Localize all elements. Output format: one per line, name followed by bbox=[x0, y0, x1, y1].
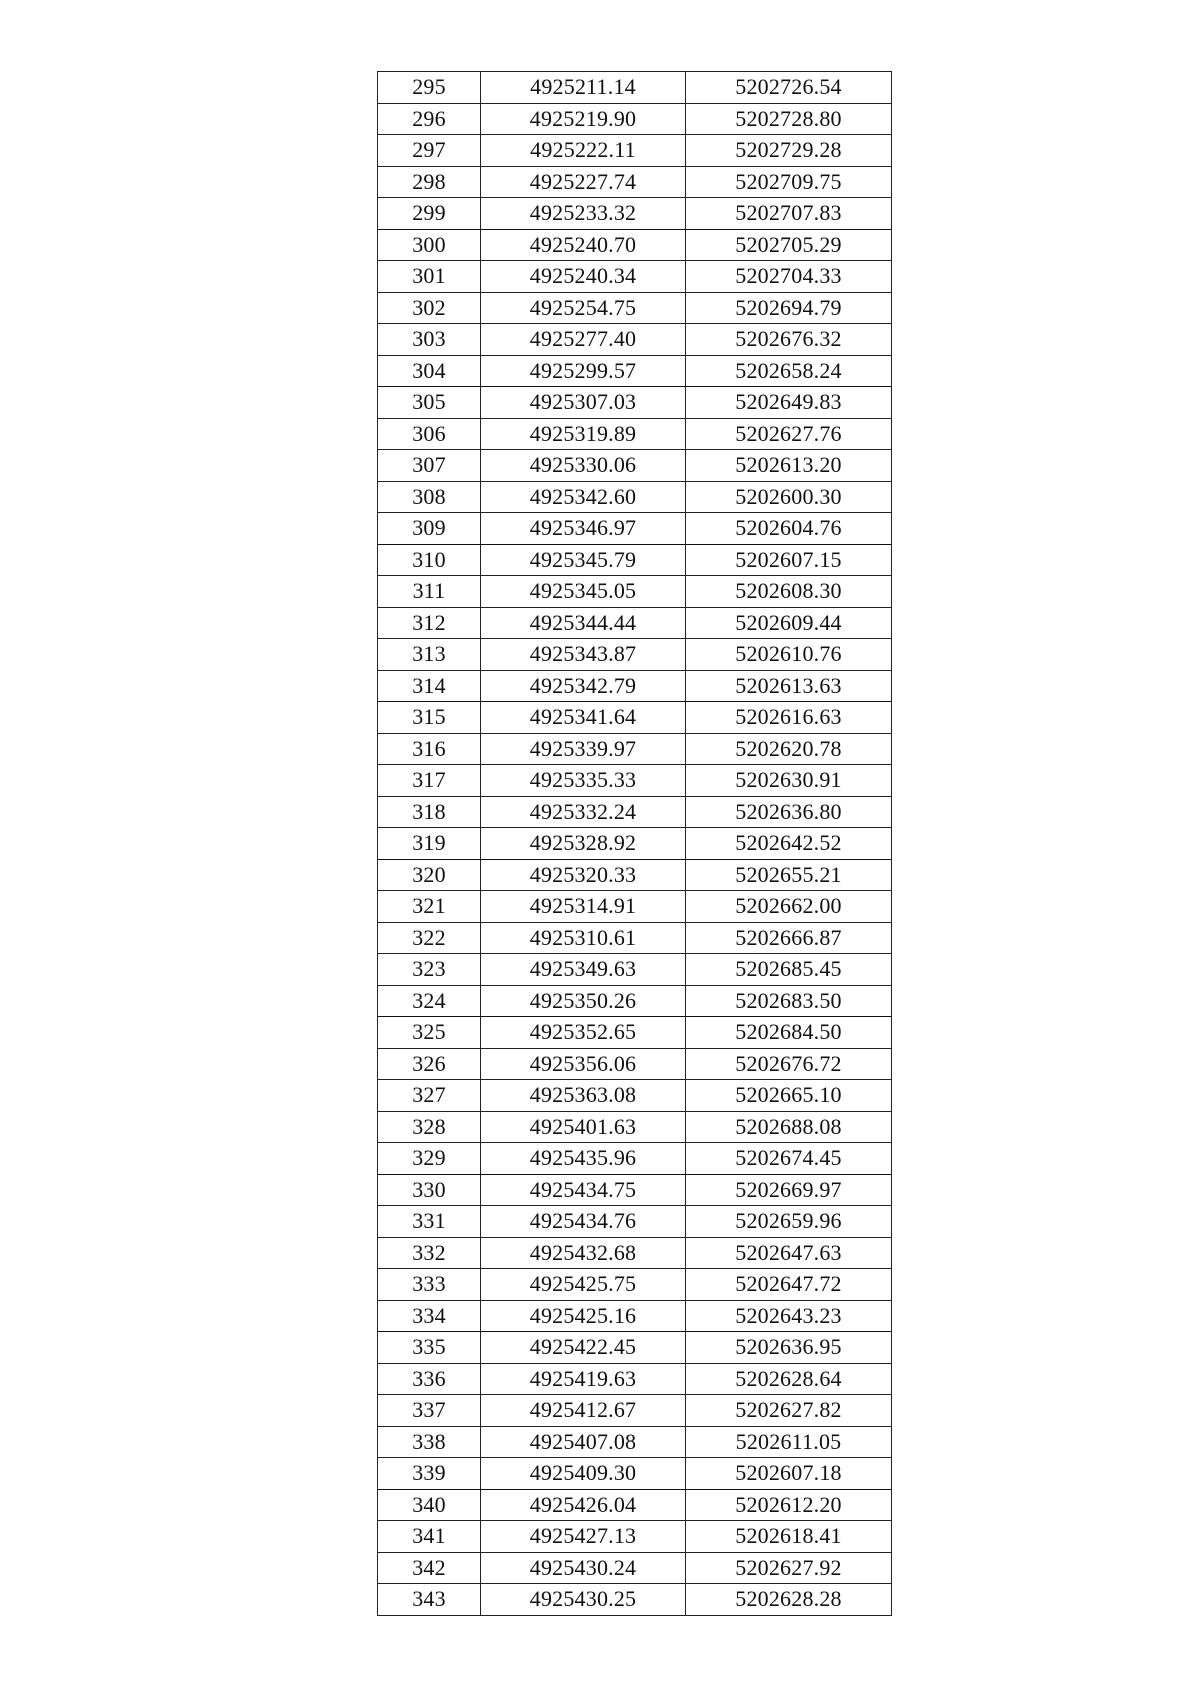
y-coordinate-cell: 5202685.45 bbox=[686, 954, 892, 986]
y-coordinate-cell: 5202636.80 bbox=[686, 796, 892, 828]
x-coordinate-cell: 4925432.68 bbox=[481, 1237, 686, 1269]
table-row bbox=[378, 229, 892, 261]
table-row bbox=[378, 796, 892, 828]
table-row bbox=[378, 891, 892, 923]
y-coordinate-cell: 5202611.05 bbox=[686, 1426, 892, 1458]
point-number-cell: 296 bbox=[378, 103, 481, 135]
point-number-cell: 300 bbox=[378, 229, 481, 261]
point-number-cell: 313 bbox=[378, 639, 481, 671]
point-number-cell: 298 bbox=[378, 166, 481, 198]
point-number-cell: 301 bbox=[378, 261, 481, 293]
table-row bbox=[378, 1143, 892, 1175]
table-row bbox=[378, 1237, 892, 1269]
x-coordinate-cell: 4925434.75 bbox=[481, 1174, 686, 1206]
point-number-cell: 305 bbox=[378, 387, 481, 419]
table-row bbox=[378, 954, 892, 986]
x-coordinate-cell: 4925299.57 bbox=[481, 355, 686, 387]
x-coordinate-cell: 4925412.67 bbox=[481, 1395, 686, 1427]
x-coordinate-cell: 4925332.24 bbox=[481, 796, 686, 828]
point-number-cell: 302 bbox=[378, 292, 481, 324]
point-number-cell: 332 bbox=[378, 1237, 481, 1269]
x-coordinate-cell: 4925222.11 bbox=[481, 135, 686, 167]
x-coordinate-cell: 4925277.40 bbox=[481, 324, 686, 356]
table-row bbox=[378, 481, 892, 513]
y-coordinate-cell: 5202694.79 bbox=[686, 292, 892, 324]
x-coordinate-cell: 4925435.96 bbox=[481, 1143, 686, 1175]
table-row bbox=[378, 292, 892, 324]
y-coordinate-cell: 5202707.83 bbox=[686, 198, 892, 230]
table-row bbox=[378, 1426, 892, 1458]
table-row bbox=[378, 607, 892, 639]
table-row bbox=[378, 828, 892, 860]
x-coordinate-cell: 4925211.14 bbox=[481, 72, 686, 104]
y-coordinate-cell: 5202609.44 bbox=[686, 607, 892, 639]
point-number-cell: 326 bbox=[378, 1048, 481, 1080]
point-number-cell: 322 bbox=[378, 922, 481, 954]
y-coordinate-cell: 5202729.28 bbox=[686, 135, 892, 167]
point-number-cell: 309 bbox=[378, 513, 481, 545]
x-coordinate-cell: 4925426.04 bbox=[481, 1489, 686, 1521]
point-number-cell: 343 bbox=[378, 1584, 481, 1616]
table-row bbox=[378, 387, 892, 419]
y-coordinate-cell: 5202616.63 bbox=[686, 702, 892, 734]
point-number-cell: 333 bbox=[378, 1269, 481, 1301]
x-coordinate-cell: 4925240.34 bbox=[481, 261, 686, 293]
table-row bbox=[378, 639, 892, 671]
table-row bbox=[378, 1363, 892, 1395]
x-coordinate-cell: 4925430.24 bbox=[481, 1552, 686, 1584]
table-row bbox=[378, 922, 892, 954]
x-coordinate-cell: 4925430.25 bbox=[481, 1584, 686, 1616]
y-coordinate-cell: 5202676.72 bbox=[686, 1048, 892, 1080]
table-row bbox=[378, 513, 892, 545]
point-number-cell: 303 bbox=[378, 324, 481, 356]
y-coordinate-cell: 5202613.20 bbox=[686, 450, 892, 482]
x-coordinate-cell: 4925342.79 bbox=[481, 670, 686, 702]
table-row bbox=[378, 135, 892, 167]
x-coordinate-cell: 4925307.03 bbox=[481, 387, 686, 419]
table-row bbox=[378, 1206, 892, 1238]
table-row bbox=[378, 1458, 892, 1490]
x-coordinate-cell: 4925352.65 bbox=[481, 1017, 686, 1049]
table-row bbox=[378, 261, 892, 293]
point-number-cell: 324 bbox=[378, 985, 481, 1017]
point-number-cell: 342 bbox=[378, 1552, 481, 1584]
x-coordinate-cell: 4925227.74 bbox=[481, 166, 686, 198]
point-number-cell: 319 bbox=[378, 828, 481, 860]
y-coordinate-cell: 5202630.91 bbox=[686, 765, 892, 797]
y-coordinate-cell: 5202728.80 bbox=[686, 103, 892, 135]
x-coordinate-cell: 4925434.76 bbox=[481, 1206, 686, 1238]
x-coordinate-cell: 4925335.33 bbox=[481, 765, 686, 797]
table-row bbox=[378, 103, 892, 135]
table-row bbox=[378, 355, 892, 387]
table-row bbox=[378, 576, 892, 608]
table-row bbox=[378, 1521, 892, 1553]
coordinate-table bbox=[377, 71, 892, 1616]
point-number-cell: 316 bbox=[378, 733, 481, 765]
point-number-cell: 325 bbox=[378, 1017, 481, 1049]
y-coordinate-cell: 5202643.23 bbox=[686, 1300, 892, 1332]
table-row bbox=[378, 859, 892, 891]
y-coordinate-cell: 5202607.15 bbox=[686, 544, 892, 576]
y-coordinate-cell: 5202684.50 bbox=[686, 1017, 892, 1049]
point-number-cell: 329 bbox=[378, 1143, 481, 1175]
y-coordinate-cell: 5202662.00 bbox=[686, 891, 892, 923]
x-coordinate-cell: 4925320.33 bbox=[481, 859, 686, 891]
y-coordinate-cell: 5202604.76 bbox=[686, 513, 892, 545]
x-coordinate-cell: 4925330.06 bbox=[481, 450, 686, 482]
table-row bbox=[378, 1017, 892, 1049]
table-row bbox=[378, 1552, 892, 1584]
x-coordinate-cell: 4925427.13 bbox=[481, 1521, 686, 1553]
y-coordinate-cell: 5202647.63 bbox=[686, 1237, 892, 1269]
table-row bbox=[378, 72, 892, 104]
y-coordinate-cell: 5202627.76 bbox=[686, 418, 892, 450]
point-number-cell: 312 bbox=[378, 607, 481, 639]
point-number-cell: 315 bbox=[378, 702, 481, 734]
x-coordinate-cell: 4925345.79 bbox=[481, 544, 686, 576]
x-coordinate-cell: 4925339.97 bbox=[481, 733, 686, 765]
y-coordinate-cell: 5202655.21 bbox=[686, 859, 892, 891]
point-number-cell: 304 bbox=[378, 355, 481, 387]
point-number-cell: 328 bbox=[378, 1111, 481, 1143]
point-number-cell: 334 bbox=[378, 1300, 481, 1332]
y-coordinate-cell: 5202628.28 bbox=[686, 1584, 892, 1616]
point-number-cell: 335 bbox=[378, 1332, 481, 1364]
point-number-cell: 311 bbox=[378, 576, 481, 608]
x-coordinate-cell: 4925319.89 bbox=[481, 418, 686, 450]
point-number-cell: 314 bbox=[378, 670, 481, 702]
x-coordinate-cell: 4925349.63 bbox=[481, 954, 686, 986]
point-number-cell: 308 bbox=[378, 481, 481, 513]
y-coordinate-cell: 5202709.75 bbox=[686, 166, 892, 198]
x-coordinate-cell: 4925425.16 bbox=[481, 1300, 686, 1332]
x-coordinate-cell: 4925342.60 bbox=[481, 481, 686, 513]
table-row bbox=[378, 1080, 892, 1112]
table-row bbox=[378, 702, 892, 734]
point-number-cell: 340 bbox=[378, 1489, 481, 1521]
point-number-cell: 327 bbox=[378, 1080, 481, 1112]
table-row bbox=[378, 1300, 892, 1332]
point-number-cell: 323 bbox=[378, 954, 481, 986]
x-coordinate-cell: 4925240.70 bbox=[481, 229, 686, 261]
x-coordinate-cell: 4925419.63 bbox=[481, 1363, 686, 1395]
x-coordinate-cell: 4925401.63 bbox=[481, 1111, 686, 1143]
point-number-cell: 318 bbox=[378, 796, 481, 828]
x-coordinate-cell: 4925344.44 bbox=[481, 607, 686, 639]
x-coordinate-cell: 4925328.92 bbox=[481, 828, 686, 860]
point-number-cell: 330 bbox=[378, 1174, 481, 1206]
table-row bbox=[378, 1395, 892, 1427]
point-number-cell: 307 bbox=[378, 450, 481, 482]
table-row bbox=[378, 324, 892, 356]
y-coordinate-cell: 5202658.24 bbox=[686, 355, 892, 387]
y-coordinate-cell: 5202628.64 bbox=[686, 1363, 892, 1395]
table-row bbox=[378, 1111, 892, 1143]
y-coordinate-cell: 5202705.29 bbox=[686, 229, 892, 261]
y-coordinate-cell: 5202642.52 bbox=[686, 828, 892, 860]
y-coordinate-cell: 5202647.72 bbox=[686, 1269, 892, 1301]
y-coordinate-cell: 5202620.78 bbox=[686, 733, 892, 765]
x-coordinate-cell: 4925356.06 bbox=[481, 1048, 686, 1080]
x-coordinate-cell: 4925233.32 bbox=[481, 198, 686, 230]
y-coordinate-cell: 5202613.63 bbox=[686, 670, 892, 702]
x-coordinate-cell: 4925343.87 bbox=[481, 639, 686, 671]
y-coordinate-cell: 5202627.82 bbox=[686, 1395, 892, 1427]
x-coordinate-cell: 4925409.30 bbox=[481, 1458, 686, 1490]
y-coordinate-cell: 5202636.95 bbox=[686, 1332, 892, 1364]
y-coordinate-cell: 5202612.20 bbox=[686, 1489, 892, 1521]
point-number-cell: 299 bbox=[378, 198, 481, 230]
y-coordinate-cell: 5202649.83 bbox=[686, 387, 892, 419]
y-coordinate-cell: 5202669.97 bbox=[686, 1174, 892, 1206]
table-row bbox=[378, 733, 892, 765]
x-coordinate-cell: 4925254.75 bbox=[481, 292, 686, 324]
table-row bbox=[378, 670, 892, 702]
x-coordinate-cell: 4925219.90 bbox=[481, 103, 686, 135]
point-number-cell: 321 bbox=[378, 891, 481, 923]
table-row bbox=[378, 544, 892, 576]
table-row bbox=[378, 1332, 892, 1364]
y-coordinate-cell: 5202688.08 bbox=[686, 1111, 892, 1143]
x-coordinate-cell: 4925345.05 bbox=[481, 576, 686, 608]
point-number-cell: 336 bbox=[378, 1363, 481, 1395]
point-number-cell: 317 bbox=[378, 765, 481, 797]
point-number-cell: 337 bbox=[378, 1395, 481, 1427]
x-coordinate-cell: 4925425.75 bbox=[481, 1269, 686, 1301]
y-coordinate-cell: 5202665.10 bbox=[686, 1080, 892, 1112]
point-number-cell: 331 bbox=[378, 1206, 481, 1238]
coordinate-table-body bbox=[378, 72, 892, 1616]
y-coordinate-cell: 5202600.30 bbox=[686, 481, 892, 513]
table-row bbox=[378, 450, 892, 482]
y-coordinate-cell: 5202659.96 bbox=[686, 1206, 892, 1238]
x-coordinate-cell: 4925350.26 bbox=[481, 985, 686, 1017]
y-coordinate-cell: 5202608.30 bbox=[686, 576, 892, 608]
y-coordinate-cell: 5202607.18 bbox=[686, 1458, 892, 1490]
y-coordinate-cell: 5202627.92 bbox=[686, 1552, 892, 1584]
table-row bbox=[378, 418, 892, 450]
table-row bbox=[378, 1584, 892, 1616]
point-number-cell: 338 bbox=[378, 1426, 481, 1458]
point-number-cell: 339 bbox=[378, 1458, 481, 1490]
point-number-cell: 295 bbox=[378, 72, 481, 104]
y-coordinate-cell: 5202683.50 bbox=[686, 985, 892, 1017]
point-number-cell: 341 bbox=[378, 1521, 481, 1553]
y-coordinate-cell: 5202618.41 bbox=[686, 1521, 892, 1553]
table-row bbox=[378, 985, 892, 1017]
table-row bbox=[378, 166, 892, 198]
x-coordinate-cell: 4925346.97 bbox=[481, 513, 686, 545]
x-coordinate-cell: 4925341.64 bbox=[481, 702, 686, 734]
point-number-cell: 306 bbox=[378, 418, 481, 450]
y-coordinate-cell: 5202674.45 bbox=[686, 1143, 892, 1175]
x-coordinate-cell: 4925407.08 bbox=[481, 1426, 686, 1458]
y-coordinate-cell: 5202704.33 bbox=[686, 261, 892, 293]
point-number-cell: 320 bbox=[378, 859, 481, 891]
table-row bbox=[378, 1174, 892, 1206]
point-number-cell: 297 bbox=[378, 135, 481, 167]
point-number-cell: 310 bbox=[378, 544, 481, 576]
table-row bbox=[378, 765, 892, 797]
y-coordinate-cell: 5202676.32 bbox=[686, 324, 892, 356]
x-coordinate-cell: 4925422.45 bbox=[481, 1332, 686, 1364]
table-row bbox=[378, 1489, 892, 1521]
y-coordinate-cell: 5202726.54 bbox=[686, 72, 892, 104]
table-row bbox=[378, 1269, 892, 1301]
table-row bbox=[378, 1048, 892, 1080]
y-coordinate-cell: 5202610.76 bbox=[686, 639, 892, 671]
y-coordinate-cell: 5202666.87 bbox=[686, 922, 892, 954]
x-coordinate-cell: 4925310.61 bbox=[481, 922, 686, 954]
x-coordinate-cell: 4925363.08 bbox=[481, 1080, 686, 1112]
x-coordinate-cell: 4925314.91 bbox=[481, 891, 686, 923]
table-row bbox=[378, 198, 892, 230]
